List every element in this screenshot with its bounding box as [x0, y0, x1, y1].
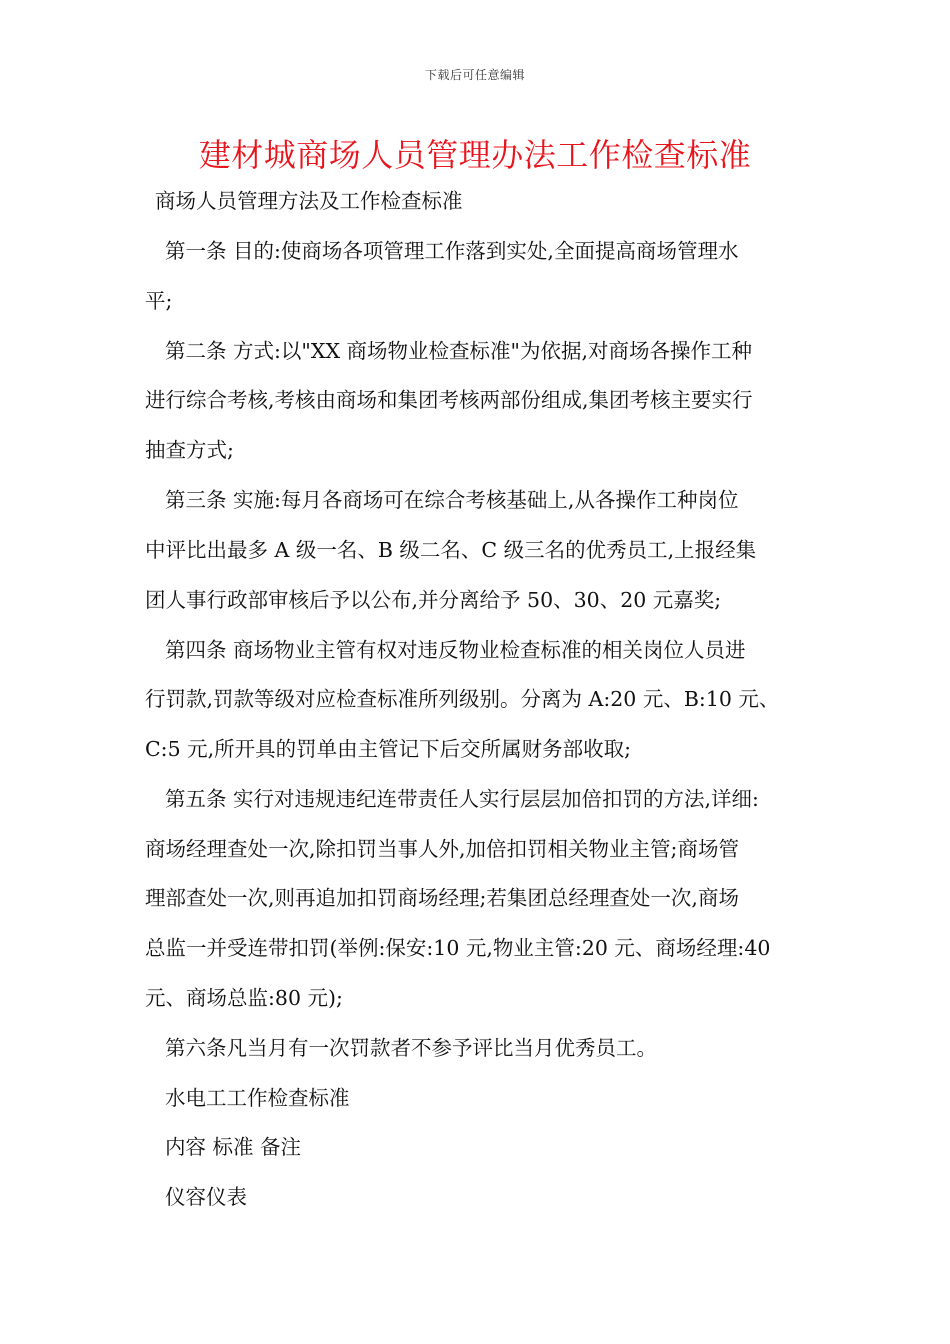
article-2-line-3: 抽查方式; [145, 438, 234, 462]
article-5-line-1: 第五条 实行对违规违纪连带责任人实行层层加倍扣罚的方法,详细: [165, 787, 759, 811]
header-note: 下载后可任意编辑 [424, 68, 525, 82]
article-4-line-3: C:5 元,所开具的罚单由主管记下后交所属财务部收取; [145, 737, 632, 761]
article-4-line-2: 行罚款,罚款等级对应检查标准所列级别。分离为 A:20 元、B:10 元、 [145, 687, 780, 711]
article-1-line-2: 平; [145, 289, 173, 313]
article-3-line-2: 中评比出最多 A 级一名、B 级二名、C 级三名的优秀员工,上报经集 [145, 538, 757, 562]
article-5-line-4: 总监一并受连带扣罚(举例:保安:10 元,物业主管:20 元、商场经理:40 [145, 936, 771, 960]
article-2-line-2: 进行综合考核,考核由商场和集团考核两部份组成,集团考核主要实行 [145, 388, 753, 412]
article-1-line-1: 第一条 目的:使商场各项管理工作落到实处,全面提高商场管理水 [165, 239, 739, 263]
subtitle: 商场人员管理方法及工作检查标准 [155, 189, 463, 213]
section-heading-electrician: 水电工工作检查标准 [165, 1086, 350, 1110]
article-5-line-3: 理部查处一次,则再追加扣罚商场经理;若集团总经理查处一次,商场 [145, 886, 739, 910]
article-5-line-5: 元、商场总监:80 元); [145, 986, 343, 1010]
table-row-appearance: 仪容仪表 [165, 1185, 247, 1209]
article-3-line-1: 第三条 实施:每月各商场可在综合考核基础上,从各操作工种岗位 [165, 488, 739, 512]
table-header-row: 内容 标准 备注 [165, 1135, 302, 1159]
article-5-line-2: 商场经理查处一次,除扣罚当事人外,加倍扣罚相关物业主管;商场管 [145, 837, 739, 861]
article-3-line-3: 团人事行政部审核后予以公布,并分离给予 50、30、20 元嘉奖; [145, 588, 722, 612]
document-title: 建材城商场人员管理办法工作检查标准 [198, 136, 752, 174]
article-2-line-1: 第二条 方式:以"XX 商场物业检查标准"为依据,对商场各操作工种 [165, 339, 753, 363]
article-4-line-1: 第四条 商场物业主管有权对违反物业检查标准的相关岗位人员进 [165, 638, 746, 662]
article-6: 第六条凡当月有一次罚款者不参予评比当月优秀员工。 [165, 1036, 657, 1060]
